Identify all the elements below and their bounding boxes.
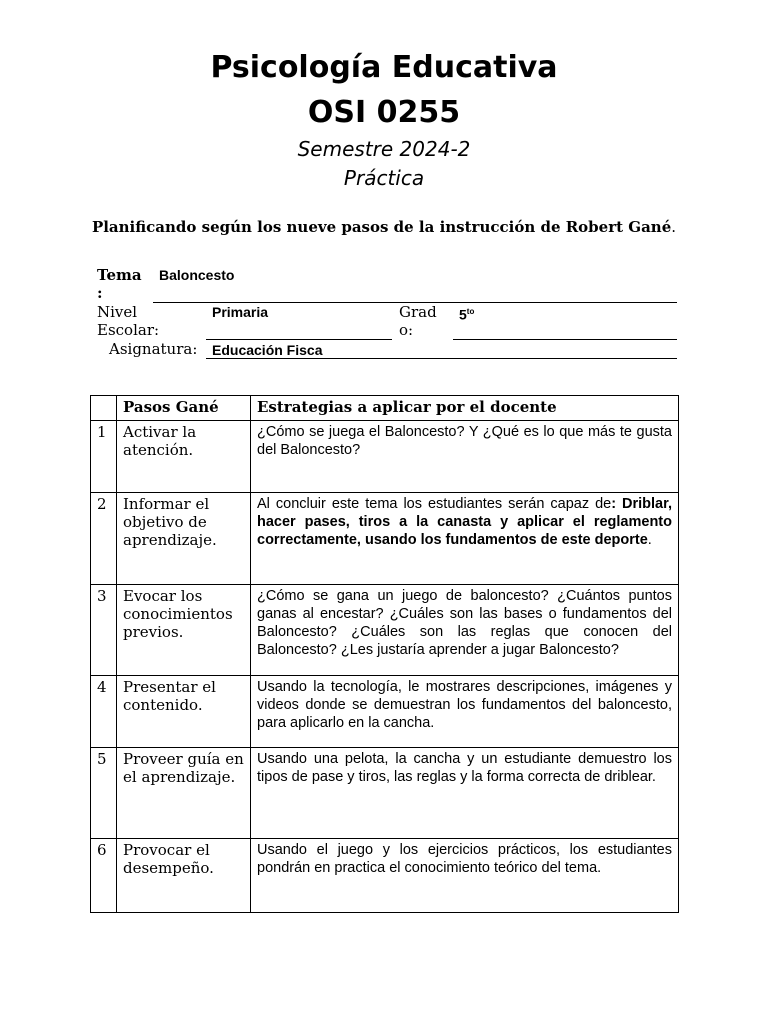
row-paso: Informar el objetivo de aprendizaje. — [117, 493, 251, 585]
table-header-row — [91, 396, 679, 421]
asignatura-value: Educación Fisca — [212, 342, 323, 358]
table-row — [91, 421, 679, 493]
row-number: 5 — [91, 748, 117, 839]
planning-statement: Planificando según los nueve pasos de la instrucción de Robert Gané. — [91, 218, 677, 236]
row-number: 1 — [91, 421, 117, 493]
tema-label: Tema — [97, 266, 142, 284]
grado-value: $5^{to}$ — [459, 306, 475, 323]
asignatura-underline — [206, 358, 677, 359]
nivel-label-2: Escolar: — [97, 321, 160, 339]
grado-underline — [453, 339, 677, 340]
nivel-value: Primaria — [212, 304, 269, 320]
table-row — [91, 676, 679, 748]
tema-value: Baloncesto — [159, 267, 235, 283]
row-estrategia: Usando el juego y los ejercicios prácticos, los estudiantes pondrán en practica el conocimiento teórico del tema. — [251, 839, 679, 913]
asignatura-label: Asignatura: — [109, 340, 198, 358]
row-estrategia: Usando la tecnología, le mostrares descripciones, imágenes y videos donde se demuestran los fundamentos del baloncesto, para aplicarlo en la cancha. — [251, 676, 679, 748]
header-estrategias: Estrategias a aplicar por el docente — [251, 396, 679, 421]
table-row — [91, 585, 679, 676]
row-paso: Proveer guía en el aprendizaje. — [117, 748, 251, 839]
header-pasos: Pasos Gané — [117, 396, 251, 421]
nivel-underline — [206, 339, 392, 340]
table-row — [91, 493, 679, 585]
practice-label: Práctica — [343, 166, 425, 190]
semester: Semestre 2024-2 — [297, 137, 471, 161]
row-number: 4 — [91, 676, 117, 748]
row-estrategia: ¿Cómo se gana un juego de baloncesto? ¿Cuántos puntos ganas al encestar? ¿Cuáles son las bases o fundamentos del Baloncesto? ¿Cuáles son las reglas que conocen del Baloncesto? ¿Les justaría aprender a jugar Baloncesto? — [251, 585, 679, 676]
row-paso: Presentar el contenido. — [117, 676, 251, 748]
table-row — [91, 839, 679, 913]
row-estrategia: ¿Cómo se juega el Baloncesto? Y ¿Qué es lo que más te gusta del Baloncesto? — [251, 421, 679, 493]
document-title: Psicología Educativa — [210, 50, 558, 85]
row-paso: Evocar los conocimientos previos. — [117, 585, 251, 676]
grado-label: Grad — [399, 303, 437, 321]
header-number — [91, 396, 117, 421]
course-code: OSI 0255 — [307, 95, 461, 130]
row-estrategia: Usando una pelota, la cancha y un estudiante demuestro los tipos de pase y tiros, las reglas y la forma correcta de driblear. — [251, 748, 679, 839]
row-paso: Activar la atención. — [117, 421, 251, 493]
nivel-label: Nivel — [97, 303, 138, 321]
row-paso: Provocar el desempeño. — [117, 839, 251, 913]
gagne-steps-table — [90, 395, 679, 913]
table-row — [91, 748, 679, 839]
row-number: 6 — [91, 839, 117, 913]
row-number: 2 — [91, 493, 117, 585]
row-estrategia: Al concluir este tema los estudiantes serán capaz de: Driblar, hacer pases, tiros a la canasta y aplicar el reglamento correctamente, usando los fundamentos de este deporte. — [251, 493, 679, 585]
row-number: 3 — [91, 585, 117, 676]
tema-label-colon: : — [97, 284, 103, 302]
grado-label-2: o: — [399, 321, 414, 339]
